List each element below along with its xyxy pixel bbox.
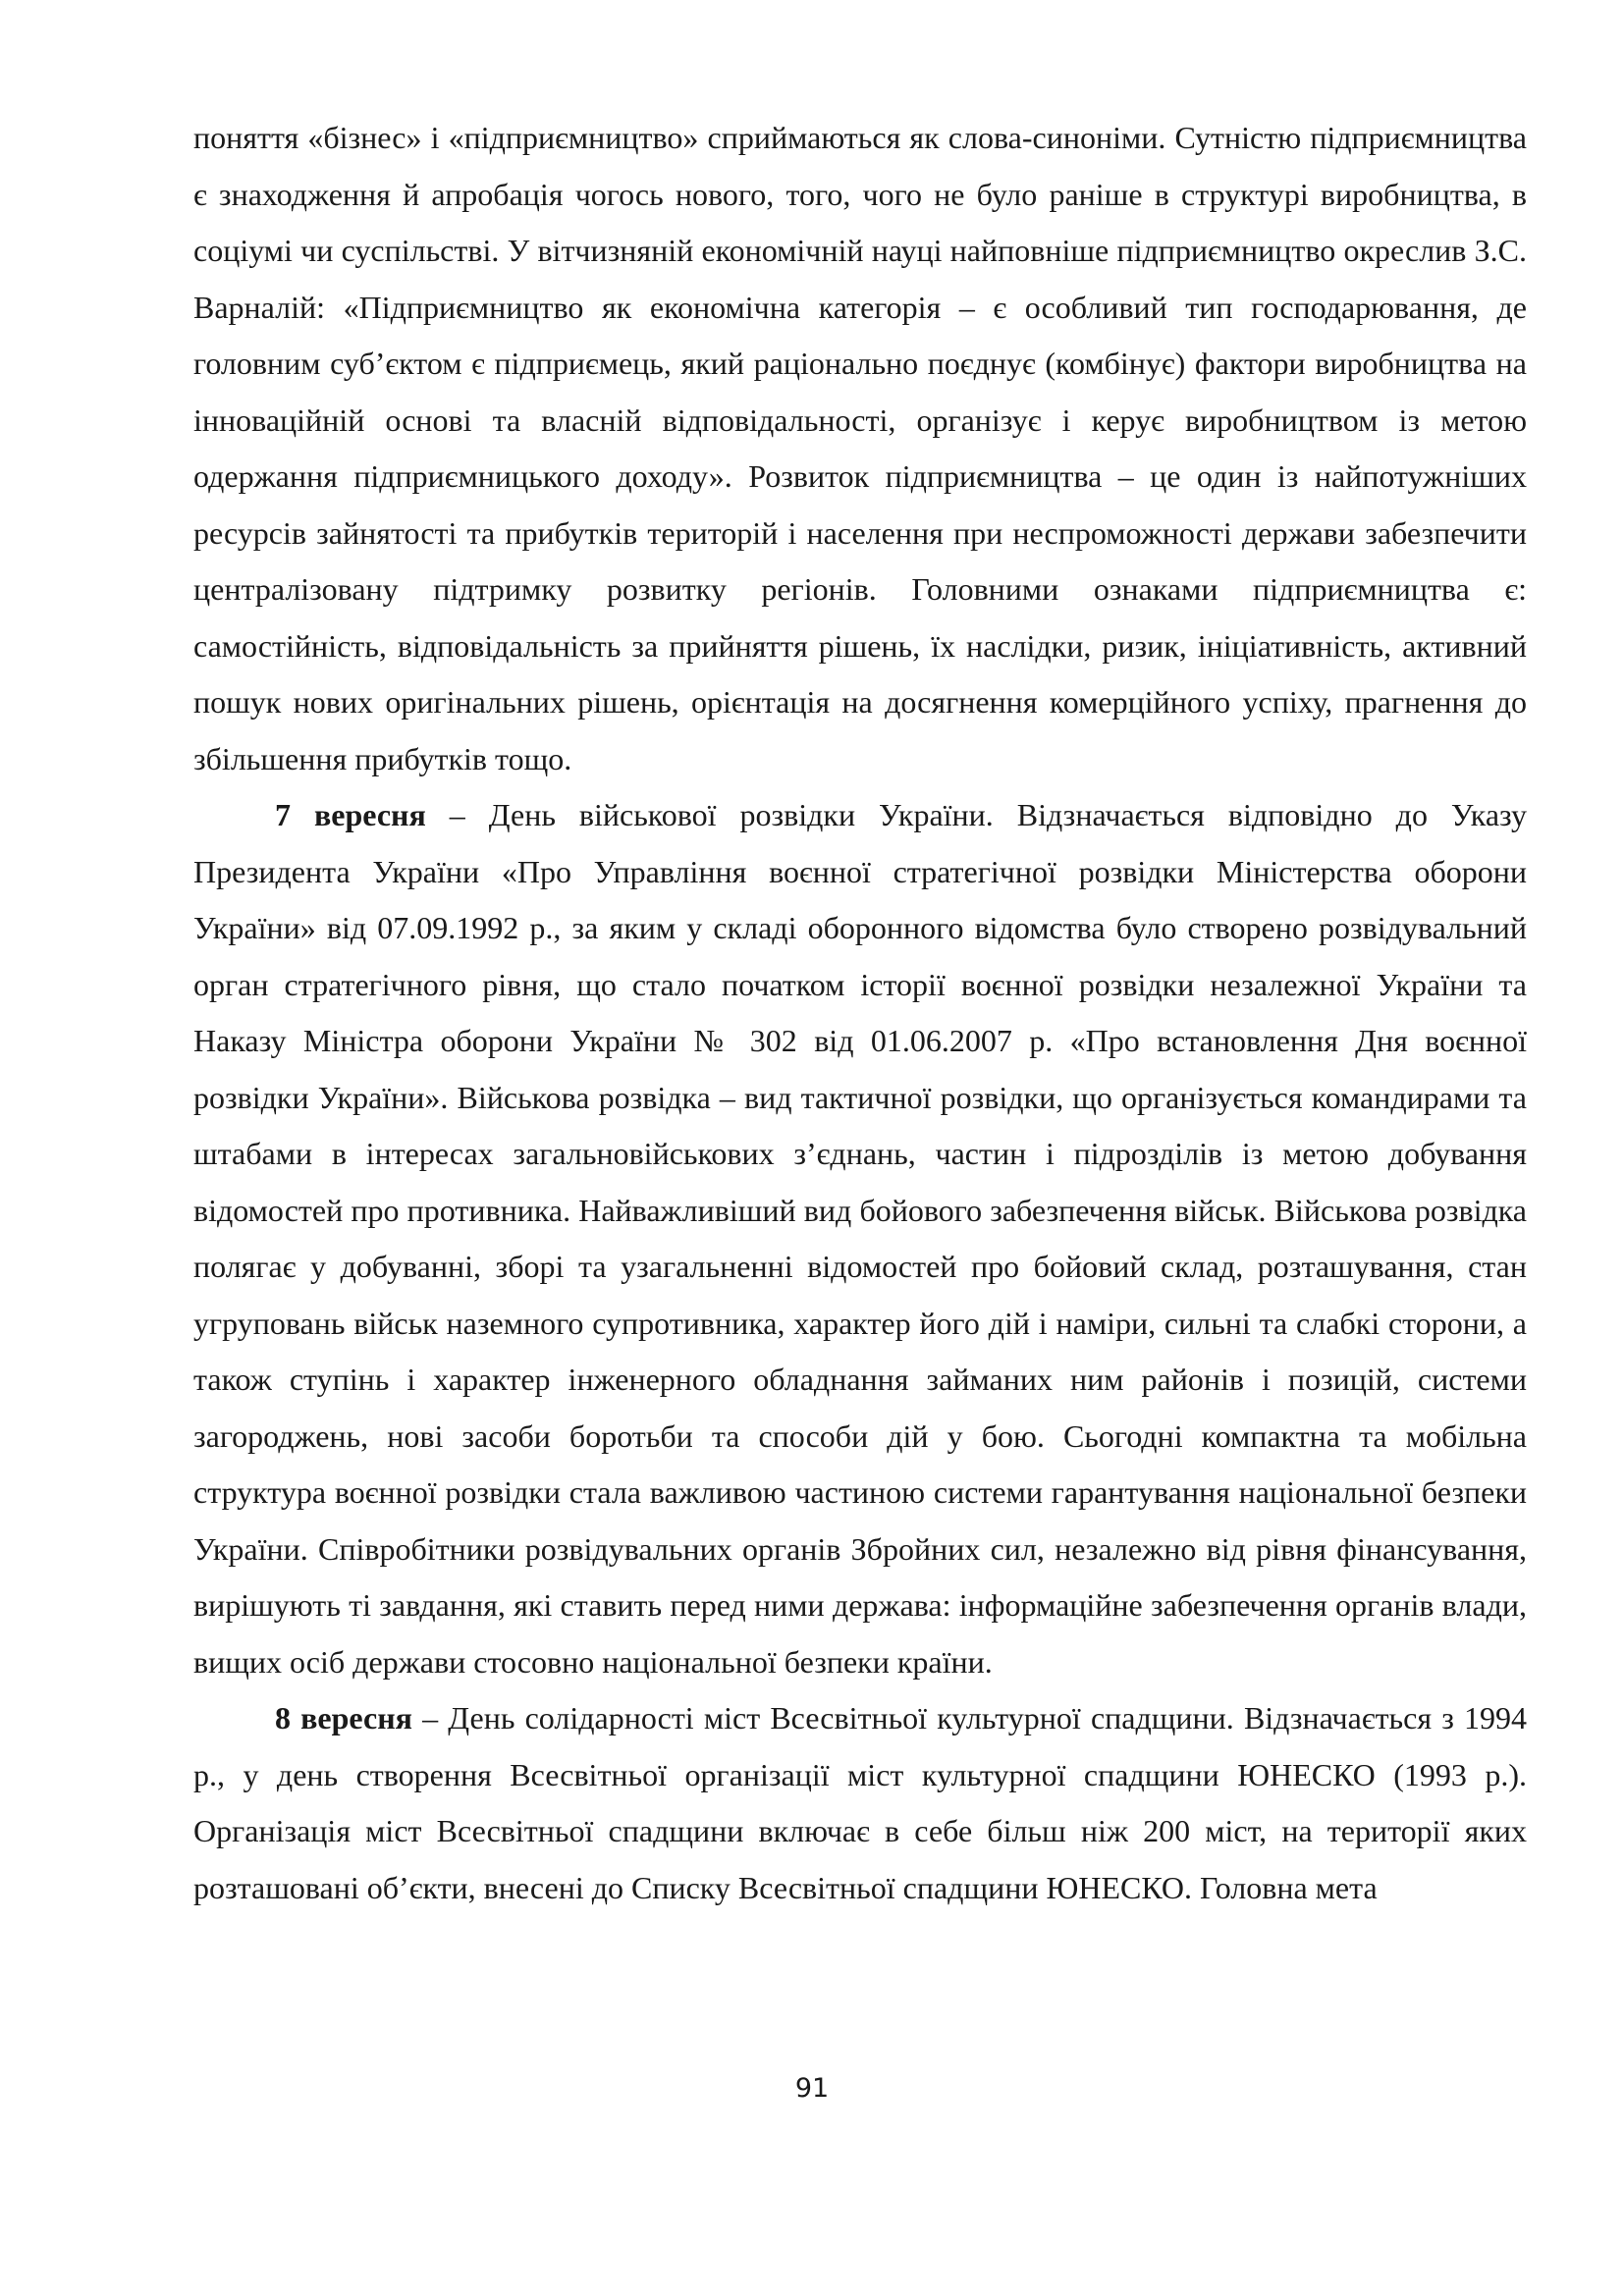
date-heading: 8 вересня: [275, 1700, 412, 1735]
body-text: [193, 110, 1527, 1916]
paragraph-text: – День військової розвідки України. Відзначається відповідно до Указу Президента України «Про Управління воєнної стратегічної розвідки Міністерства оборони України» від 07.09.1992 р., за яким у складі оборонного відомства було створено розвідувальний орган стратегічного рівня, що стало початком історії воєнної розвідки незалежної України та Наказу Міністра оборони України № 302 від 01.06.2007 р. «Про встановлення Дня воєнної розвідки України». Військова розвідка – вид тактичної розвідки, що організується командирами та штабами в інтересах загальновійськових з’єднань, частин і підрозділів із метою добування відомостей про противника. Найважливіший вид бойового забезпечення військ. Військова розвідка полягає у добуванні, зборі та узагальненні відомостей про бойовий склад, розташування, стан угруповань військ наземного супротивника, характер його дій і наміри, сильні та слабкі сторони, а також ступінь і характер інженерного обладнання займаних ним районів і позицій, системи загороджень, нові засоби боротьби та способи дій у бою. Сьогодні компактна та мобільна структура воєнної розвідки стала важливою частиною системи гарантування національної безпеки України. Співробітники розвідувальних органів Збройних сил, незалежно від рівня фінансування, вирішують ті завдання, які ставить перед ними держава: інформаційне забезпечення органів влади, вищих осіб держави стосовно національної безпеки країни.: [193, 797, 1528, 1680]
paragraph-business: [193, 110, 1527, 787]
paragraph-world-heritage-cities-day: [193, 1690, 1527, 1916]
paragraph-text: – День солідарності міст Всесвітньої культурної спадщини. Відзначається з 1994 р., у день створення Всесвітньої організації міст культурної спадщини ЮНЕСКО (1993 р.). Організація міст Всесвітньої спадщини включає в себе більш ніж 200 міст, на території яких розташовані об’єкти, внесені до Списку Всесвітньої спадщини ЮНЕСКО. Головна мета: [193, 1700, 1528, 1905]
paragraph-military-intelligence-day: [193, 787, 1527, 1690]
page-number: 91: [794, 2073, 830, 2104]
paragraph-text: поняття «бізнес» і «підприємництво» сприймаються як слова-синоніми. Сутністю підприємництва є знаходження й апробація чогось нового, того, чого не було раніше в структурі виробництва, в соціумі чи суспільстві. У вітчизняній економічній науці найповніше підприємництво окреслив З.С. Варналій: «Підприємництво як економічна категорія – є особливий тип господарювання, де головним суб’єктом є підприємець, який раціонально поєднує (комбінує) фактори виробництва на інноваційній основі та власній відповідальності, організує і керує виробництвом із метою одержання підприємницького доходу». Розвиток підприємництва – це один із найпотужніших ресурсів зайнятості та прибутків територій і населення при неспроможності держави забезпечити централізовану підтримку розвитку регіонів. Головними ознаками підприємництва є: самостійність, відповідальність за прийняття рішень, їх наслідки, ризик, ініціативність, активний пошук нових оригінальних рішень, орієнтація на досягнення комерційного успіху, прагнення до збільшення прибутків тощо.: [193, 120, 1527, 776]
date-heading: 7 вересня: [275, 797, 426, 832]
